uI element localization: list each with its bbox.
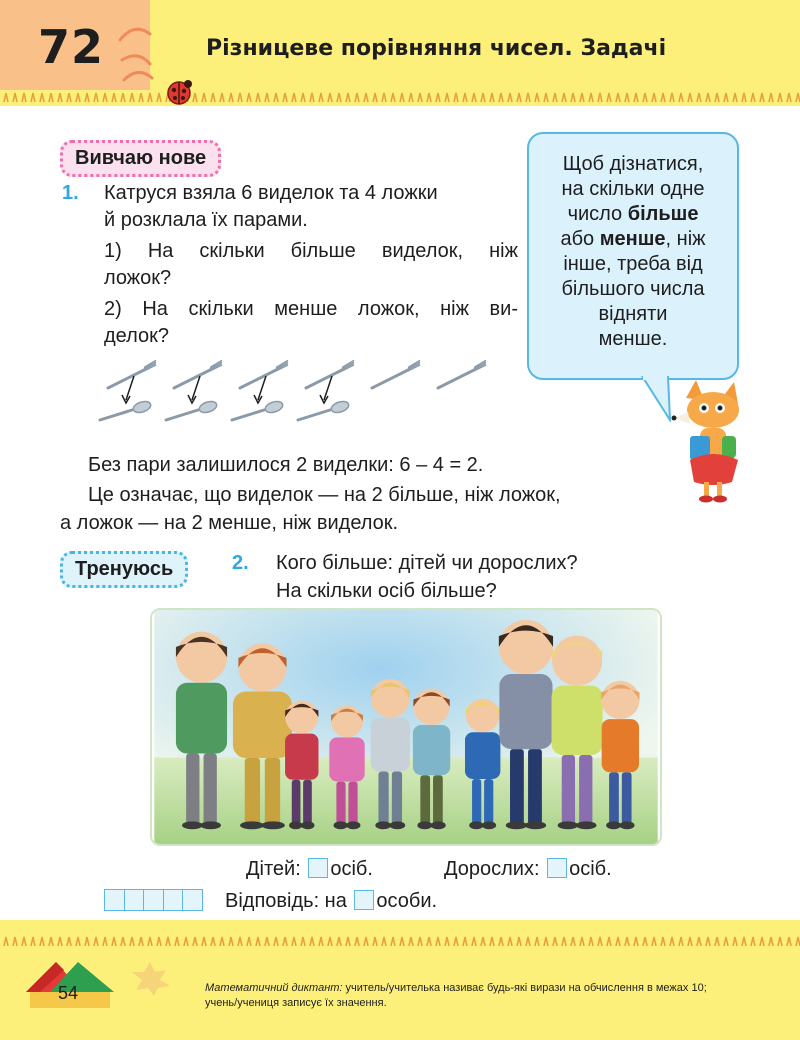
answer-unit: особи. [376,890,438,912]
bubble-line: або менше, ніж [560,228,706,250]
task-1-line: й розклала їх парами. [104,209,308,231]
result-line-1: Без пари залишилося 2 виделки: 6 – 4 = 2. [88,454,484,476]
page-number: 54 [58,983,79,1003]
task-number-1: 1. [62,182,79,204]
dictation-note [205,981,725,1011]
task-1-question-2: 2) На скільки менше ложок, ніж ви- [104,298,518,320]
answer-label: Відповідь: на [225,890,347,912]
lesson-number: 72 [38,20,105,74]
bubble-line: число більше [567,203,699,225]
children-count-row [246,856,373,883]
bubble-bold-more: більше [627,203,699,225]
task-1-line: Катруся взяла 6 виделок та 4 ложки [104,182,438,204]
ladybug-icon [162,76,196,106]
result-line-2: Це означає, що виделок — на 2 більше, ніж ложок, [88,484,561,506]
task-2-line-1: Кого більше: дітей чи дорослих? [276,552,578,574]
bubble-line: більшого числа [561,278,705,300]
section-tag-train: Тренуюсь [60,551,188,588]
task-number-2: 2. [232,552,249,574]
dictation-note-title: Математичний диктант: [205,982,343,994]
grass-border-bottom [0,920,800,948]
fork-icon [438,360,486,388]
task-2-line-2: На скільки осіб більше? [276,580,497,602]
task-1-line: делок? [104,325,170,347]
task-1-line: ложок? [104,267,172,289]
bubble-line: на скільки одне [561,178,705,200]
adults-unit: осіб. [569,858,612,880]
bubble-bold-less: менше [599,228,666,250]
bubble-line: інше, треба від [563,253,703,275]
answer-box[interactable] [354,890,374,910]
people-group-picture [150,608,662,846]
lesson-title: Різницеве порівняння чисел. Задачі [206,36,667,61]
fork-icon [372,360,420,388]
grass-border-top [0,78,800,106]
adults-label: Дорослих: [444,858,540,880]
result-line-3: а ложок — на 2 менше, ніж виделок. [60,512,399,534]
task-1-question-1: 1) На скільки більше виделок, ніж [104,240,518,262]
section-tag-new: Вивчаю нове [60,140,221,177]
children-answer-box[interactable] [308,858,328,878]
children-label: Дітей: [246,858,301,880]
solution-grid[interactable] [104,889,202,911]
adults-count-row [444,856,612,883]
forks-spoons-diagram [96,360,516,430]
children-unit: осіб. [330,858,373,880]
bubble-line: Щоб дізнатися, [562,153,704,175]
fox-character-icon [668,378,758,508]
answer-row [225,888,437,915]
bubble-line: відняти [598,303,668,325]
adults-answer-box[interactable] [547,858,567,878]
leaf-icon [128,960,172,998]
rule-speech-bubble [527,132,739,380]
bubble-line: менше. [598,328,668,350]
dictation-note-text: учитель/учителька називає будь-які вирази на обчислення в межах 10; учень/учениця записує їх значення. [205,982,707,1009]
